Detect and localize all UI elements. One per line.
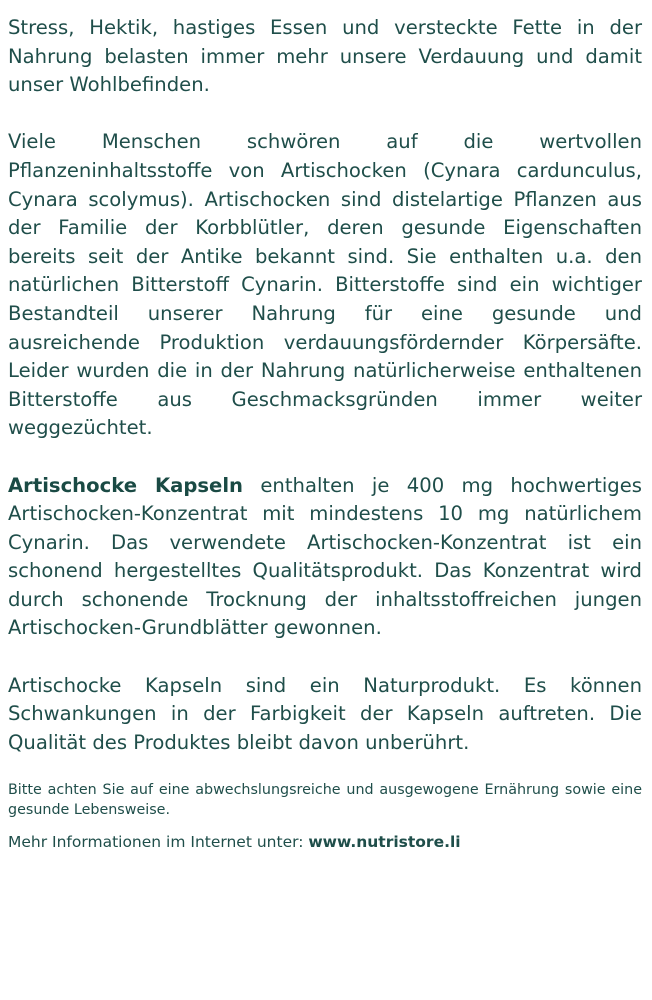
capsules-paragraph-text: enthalten je 400 mg hochwertiges Artischocken-Konzentrat mit mindestens 10 mg natürlichem Cynarin. Das verwendete Artischocken-Konzentrat ist ein schonend hergestelltes Qualitätsprodukt. Das Konzentrat wird durch schonende Trocknung der inhaltsstoffreichen jungen Artischocken-Grundblätter gewonnen. bbox=[8, 473, 642, 640]
website-link[interactable]: www.nutristore.li bbox=[308, 833, 461, 852]
intro-paragraph: Stress, Hektik, hastiges Essen und versteckte Fette in der Nahrung belasten immer mehr unsere Verdauung und damit unser Wohlbefinden. bbox=[8, 16, 642, 97]
artichoke-description-paragraph: Viele Menschen schwören auf die wertvollen Pflanzeninhaltsstoffe von Artischocken (Cynara cardunculus, Cynara scolymus). Artischocken sind distelartige Pflanzen aus der Familie der Korbblütler, deren gesunde Eigenschaften bereits seit der Antike bekannt sind. Sie enthalten u.a. den natürlichen Bitterstoff Cynarin. Bitterstoffe sind ein wichtiger Bestandteil unserer Nahrung für eine gesunde und ausreichende Produktion verdauungsfördernder Körpersäfte. Leider wurden die in der Nahrung natürlicherweise enthaltenen Bitterstoffe aus Geschmacksgründen immer weiter weggezüchtet. bbox=[8, 130, 642, 440]
product-name: Artischocke Kapseln bbox=[8, 473, 244, 497]
more-info-line bbox=[8, 832, 642, 852]
more-info-label: Mehr Informationen im Internet unter: bbox=[8, 833, 309, 852]
natural-product-paragraph: Artischocke Kapseln sind ein Naturprodukt. Es können Schwankungen in der Farbigkeit der Kapseln auftreten. Die Qualität des Produktes bleibt davon unberührt. bbox=[8, 673, 642, 754]
nutrition-hint: Bitte achten Sie auf eine abwechslungsreiche und ausgewogene Ernährung sowie eine gesunde Lebensweise. bbox=[8, 782, 642, 818]
capsules-paragraph bbox=[8, 472, 642, 644]
document-body bbox=[8, 14, 642, 852]
